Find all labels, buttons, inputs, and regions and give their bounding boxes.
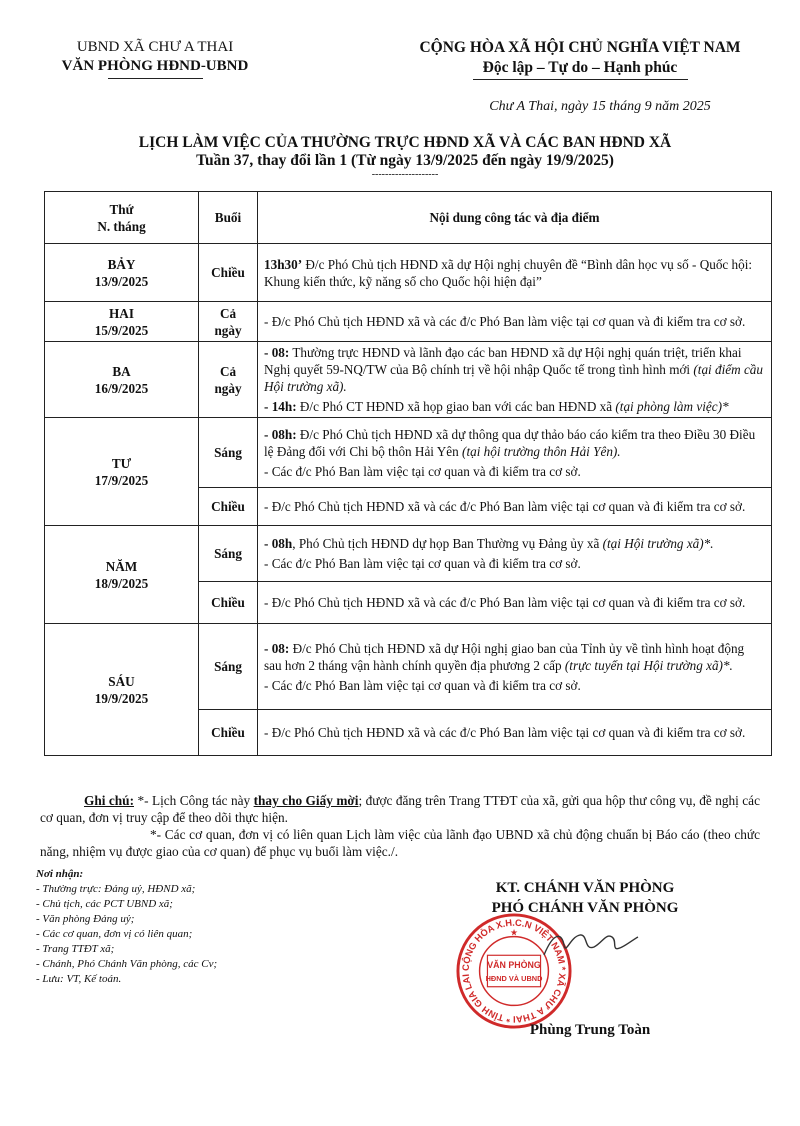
note-1-text-a: *- Lịch Công tác này xyxy=(134,793,254,808)
activity-location: (tại điểm cầu Hội trường xã). xyxy=(264,362,763,394)
activity-item xyxy=(264,594,765,611)
content-cell xyxy=(258,582,772,624)
date: 18/9/2025 xyxy=(94,575,149,591)
national-motto-block xyxy=(385,38,775,80)
day-cell xyxy=(45,418,199,526)
header-content: Nội dung công tác và địa điểm xyxy=(258,192,772,244)
note-2: *- Các cơ quan, đơn vị có liên quan Lịch làm việc của lãnh đạo UBND xã chủ động chuẩn bị Báo cáo (theo chức năng, nhiệm vụ được giao của cơ quan) để phục vụ buổi làm việc./. xyxy=(40,827,760,859)
activity-item xyxy=(264,426,765,460)
day-cell xyxy=(45,342,199,418)
recipient-item: - Văn phòng Đảng uỷ; xyxy=(36,913,135,925)
note-1 xyxy=(40,792,760,826)
activity-time: - 08h xyxy=(264,536,293,551)
recipients-title: Nơi nhận: xyxy=(36,868,84,880)
handwritten-signature xyxy=(540,925,640,965)
stamp-outer-text: CỘNG HÒA X.H.C.N VIỆT NAM * XÃ CHƯ A THAI * TỈNH GIA LAI xyxy=(460,917,568,1025)
weekday: BẢY xyxy=(107,256,136,272)
activity-location: (tại Hội trường xã)*. xyxy=(602,536,714,551)
activity-text: - Các đ/c Phó Ban làm việc tại cơ quan và đi kiểm tra cơ sở. xyxy=(264,556,581,571)
nation-motto: Độc lập – Tự do – Hạnh phúc xyxy=(482,59,678,76)
activity-location: (tại phòng làm việc)* xyxy=(615,399,729,414)
activity-location: (tại hội trường thôn Hải Yên). xyxy=(462,443,621,459)
content-cell xyxy=(258,526,772,582)
recipient-item: - Thường trực: Đảng uỷ, HĐND xã; xyxy=(36,883,196,895)
day-cell xyxy=(45,526,199,624)
activity-text: Đ/c Phó Chủ tịch HĐND xã dự Hội nghị giao ban của Tỉnh ủy về tình hình hoạt động sau hơn 2 tháng vận hành chính quyền địa phương 2 cấp xyxy=(264,640,745,673)
activity-item xyxy=(264,498,765,515)
stamp-inner-line1: VĂN PHÒNG xyxy=(487,960,541,971)
activity-text: - Đ/c Phó Chủ tịch HĐND xã và các đ/c Phó Ban làm việc tại cơ quan và đi kiểm tra cơ sở. xyxy=(264,314,746,329)
table-row xyxy=(45,244,772,302)
table-row xyxy=(45,342,772,418)
recipients-list xyxy=(36,882,336,987)
content-cell xyxy=(258,244,772,302)
table-header-row xyxy=(45,192,772,244)
date: 15/9/2025 xyxy=(94,322,149,338)
activity-item xyxy=(264,463,765,480)
content-cell xyxy=(258,624,772,710)
motto-underline xyxy=(473,79,688,80)
session-cell: Cả ngày xyxy=(199,302,258,342)
activity-time: - 08h: xyxy=(264,426,297,442)
content-cell xyxy=(258,710,772,756)
activity-text: Đ/c Phó Chủ tịch HĐND xã dự thông qua dự thảo báo cáo kiểm tra theo Điều 30 Điều lệ Đảng đối với Chi bộ thôn Hải Yên xyxy=(264,426,756,459)
content-cell xyxy=(258,488,772,526)
weekday: HAI xyxy=(109,305,134,321)
activity-item xyxy=(264,256,765,290)
date: 16/9/2025 xyxy=(94,380,149,396)
session-cell: Sáng xyxy=(199,418,258,488)
activity-text: Đ/c Phó Chủ tịch HĐND xã dự Hội nghị chuyên đề “Bình dân học vụ số - Quốc hội: Khung kiến thức, kỹ năng số cho Quốc hội hiện đại” xyxy=(264,256,753,289)
weekday: SÁU xyxy=(108,673,135,689)
day-cell xyxy=(45,624,199,756)
weekday: NĂM xyxy=(105,558,138,574)
signer-title: PHÓ CHÁNH VĂN PHÒNG xyxy=(491,900,679,916)
recipient-item: - Các cơ quan, đơn vị có liên quan; xyxy=(36,928,193,940)
recipient-item: - Chủ tịch, các PCT UBND xã; xyxy=(36,898,173,910)
note-1-text-b: ; được đăng trên Trang TTĐT của xã, gửi qua hộp thư công vụ, đề nghị các cơ quan, đơn vị truy cập để theo dõi thực hiện. xyxy=(40,793,760,825)
activity-text: Thường trực HĐND và lãnh đạo các ban HĐND xã dự Hội nghị quán triệt, triển khai Nghị quyết 59-NQ/TW của Bộ chính trị về hội nhập Quốc tế trong tình hình mới xyxy=(264,345,742,377)
activity-item xyxy=(264,677,765,694)
signer-authority: KT. CHÁNH VĂN PHÒNG xyxy=(495,880,675,896)
header-day: Thứ N. tháng xyxy=(45,192,199,244)
activity-text: - Đ/c Phó Chủ tịch HĐND xã và các đ/c Phó Ban làm việc tại cơ quan và đi kiểm tra cơ sở. xyxy=(264,499,746,514)
weekday: TƯ xyxy=(111,455,132,471)
activity-text: Đ/c Phó CT HĐND xã họp giao ban với các ban HĐND xã xyxy=(296,399,616,414)
activity-time: - 08: xyxy=(264,640,290,656)
activity-time: - 08: xyxy=(264,345,290,360)
issuer-office-text: VĂN PHÒNG HĐND-UBND xyxy=(61,58,249,74)
recipients-block xyxy=(36,867,336,987)
header-session: Buổi xyxy=(199,192,258,244)
activity-item xyxy=(264,344,765,395)
document-title xyxy=(60,134,750,180)
activity-item xyxy=(264,555,765,572)
activity-text: - Đ/c Phó Chủ tịch HĐND xã và các đ/c Phó Ban làm việc tại cơ quan và đi kiểm tra cơ sở. xyxy=(264,595,746,610)
activity-time: 13h30’ xyxy=(264,256,303,272)
activity-text: , Phó Chủ tịch HĐND dự họp Ban Thường vụ Đảng ủy xã xyxy=(292,536,603,551)
schedule-table xyxy=(44,191,772,756)
date: 19/9/2025 xyxy=(94,690,149,706)
notes-block xyxy=(40,792,760,860)
session-cell: Cả ngày xyxy=(199,342,258,418)
table-row xyxy=(45,418,772,488)
table-row xyxy=(45,526,772,582)
activity-item xyxy=(264,535,765,552)
date: 17/9/2025 xyxy=(94,472,149,488)
session-cell: Sáng xyxy=(199,526,258,582)
issuer-office xyxy=(30,57,280,76)
activity-item xyxy=(264,398,765,415)
session-cell: Chiều xyxy=(199,582,258,624)
session-cell: Sáng xyxy=(199,624,258,710)
signer-name: Phùng Trung Toàn xyxy=(529,1022,651,1038)
day-cell xyxy=(45,244,199,302)
activity-text: - Các đ/c Phó Ban làm việc tại cơ quan và đi kiểm tra cơ sở. xyxy=(264,463,581,479)
session-cell: Chiều xyxy=(199,244,258,302)
session-cell: Chiều xyxy=(199,710,258,756)
activity-item xyxy=(264,724,765,741)
session-cell: Chiều xyxy=(199,488,258,526)
table-row xyxy=(45,302,772,342)
stamp-star-icon: ★ xyxy=(510,927,518,938)
activity-text: - Các đ/c Phó Ban làm việc tại cơ quan và đi kiểm tra cơ sở. xyxy=(264,677,581,693)
recipient-item: - Chánh, Phó Chánh Văn phòng, các Cv; xyxy=(36,958,218,970)
content-cell xyxy=(258,418,772,488)
nation-name: CỘNG HÒA XÃ HỘI CHỦ NGHĨA VIỆT NAM xyxy=(419,39,741,56)
date: 13/9/2025 xyxy=(94,273,149,289)
content-cell xyxy=(258,342,772,418)
title-line1: LỊCH LÀM VIỆC CỦA THƯỜNG TRỰC HĐND XÃ VÀ CÁC BAN HĐND XÃ xyxy=(138,134,672,151)
issuer-org: UBND XÃ CHƯ A THAI xyxy=(76,39,234,55)
activity-item xyxy=(264,640,765,674)
place-date: Chư A Thai, ngày 15 tháng 9 năm 2025 xyxy=(489,99,711,114)
content-cell xyxy=(258,302,772,342)
issuer-block xyxy=(30,38,280,79)
activity-time: - 14h: xyxy=(264,399,297,414)
table-row xyxy=(45,624,772,710)
recipient-item: - Lưu: VT, Kế toán. xyxy=(36,973,122,985)
activity-text: - Đ/c Phó Chủ tịch HĐND xã và các đ/c Phó Ban làm việc tại cơ quan và đi kiểm tra cơ sở. xyxy=(264,725,746,740)
title-line2: Tuần 37, thay đổi lần 1 (Từ ngày 13/9/2025 đến ngày 19/9/2025) xyxy=(196,152,614,169)
weekday: BA xyxy=(112,363,131,379)
issuer-underline xyxy=(108,78,203,79)
day-cell xyxy=(45,302,199,342)
recipient-item: - Trang TTĐT xã; xyxy=(36,943,115,955)
stamp-inner-line2: HĐND VÀ UBND xyxy=(485,973,543,983)
notes-label: Ghi chú: xyxy=(84,793,134,808)
title-separator: -------------------- xyxy=(371,169,439,180)
activity-location: (trực tuyến tại Hội trường xã)*. xyxy=(564,657,733,673)
activity-item xyxy=(264,313,765,330)
note-1-emphasis: thay cho Giấy mời xyxy=(253,793,359,808)
stamp-inner-ring xyxy=(480,937,549,1006)
